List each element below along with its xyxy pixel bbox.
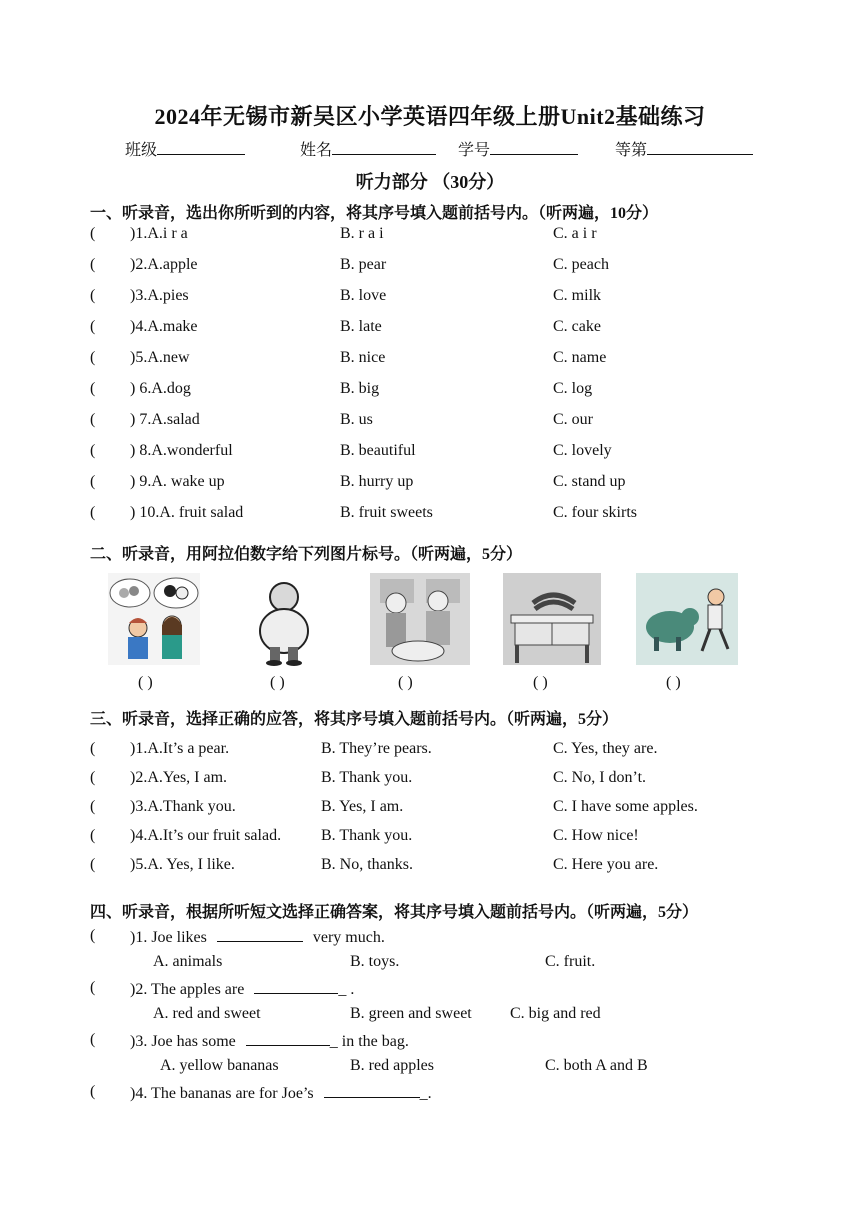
part1-q5-option-a[interactable]: )5.A.new	[130, 349, 190, 366]
s4-q3-option-b[interactable]: B. red apples	[350, 1057, 434, 1074]
number-blank[interactable]	[490, 140, 578, 155]
part1-q6-option-a[interactable]: ) 6.A.dog	[130, 380, 191, 397]
s4-q3-stem	[130, 1031, 409, 1051]
s4-q2-blank[interactable]	[254, 979, 338, 994]
s4-q1-pre: )1. Joe likes	[130, 929, 207, 946]
part3-q5-option-b[interactable]: B. No, thanks.	[321, 856, 413, 873]
part3-q2-option-a[interactable]: )2.A.Yes, I am.	[130, 769, 228, 786]
s4-q2-stem	[130, 979, 354, 999]
part3-q4-answer-paren[interactable]: (	[90, 827, 96, 844]
part1-q9-option-a[interactable]: ) 9.A. wake up	[130, 473, 225, 490]
part1-q1-option-a[interactable]: )1.A.i r a	[130, 225, 188, 242]
part1-q4-option-c[interactable]: C. cake	[553, 318, 601, 335]
part1-q7-option-c[interactable]: C. our	[553, 411, 593, 428]
page-title: 2024年无锡市新吴区小学英语四年级上册Unit2基础练习	[154, 104, 706, 129]
part1-q1-option-b[interactable]: B. r a i	[340, 225, 384, 242]
s4-q1-paren[interactable]: (	[90, 927, 96, 944]
part3-q2-option-b[interactable]: B. Thank you.	[321, 769, 413, 786]
part1-q6-option-c[interactable]: C. log	[553, 380, 593, 397]
s4-q2-option-c[interactable]: C. big and red	[510, 1005, 601, 1022]
part3-q1-option-a[interactable]: )1.A.It’s a pear.	[130, 740, 230, 757]
s4-q3-post: _ in the bag.	[329, 1033, 409, 1050]
class-field[interactable]	[125, 137, 245, 160]
part1-q10-option-a[interactable]: ) 10.A. fruit salad	[130, 504, 244, 521]
picture-kids-thinking-pandas	[108, 573, 200, 665]
s4-q2-paren[interactable]: (	[90, 979, 96, 996]
part1-q7-option-b[interactable]: B. us	[340, 411, 373, 428]
part3-q1-option-c[interactable]: C. Yes, they are.	[553, 740, 658, 757]
s4-q4-stem	[130, 1083, 432, 1103]
number-label: 学号	[458, 142, 491, 159]
part1-q10-option-b[interactable]: B. fruit sweets	[340, 504, 433, 521]
part1-q8-option-b[interactable]: B. beautiful	[340, 442, 416, 459]
part1-q5-option-c[interactable]: C. name	[553, 349, 607, 366]
s4-q1-stem	[130, 927, 385, 947]
part3-q5-answer-paren[interactable]: (	[90, 856, 96, 873]
part1-q8-option-c[interactable]: C. lovely	[553, 442, 612, 459]
part1-q2-option-b[interactable]: B. pear	[340, 256, 387, 273]
part1-q1-option-c[interactable]: C. a i r	[553, 225, 597, 242]
picture-girls-at-table	[370, 573, 470, 665]
part1-q7-option-a[interactable]: ) 7.A.salad	[130, 411, 200, 428]
part1-q4-answer-paren[interactable]: (	[90, 318, 96, 335]
part1-q4-option-b[interactable]: B. late	[340, 318, 382, 335]
part3-q3-option-b[interactable]: B. Yes, I am.	[321, 798, 404, 815]
grade-field[interactable]	[615, 137, 753, 160]
part1-q8-answer-paren[interactable]: (	[90, 442, 96, 459]
part1-q9-option-b[interactable]: B. hurry up	[340, 473, 414, 490]
section-1-heading: 一、听录音，选出你所听到的内容，将其序号填入题前括号内。（听两遍，10分）	[90, 205, 659, 222]
part1-q5-option-b[interactable]: B. nice	[340, 349, 386, 366]
s4-q3-blank[interactable]	[246, 1031, 330, 1046]
part1-q6-answer-paren[interactable]: (	[90, 380, 96, 397]
picture-4-answer[interactable]: ( )	[533, 674, 548, 691]
part3-q1-option-b[interactable]: B. They’re pears.	[321, 740, 432, 757]
name-label: 姓名	[300, 142, 333, 159]
picture-dog-chasing-boy	[636, 573, 738, 665]
section-3-heading: 三、听录音，选择正确的应答，将其序号填入题前括号内。（听两遍，5分）	[90, 711, 619, 728]
part1-q8-option-a[interactable]: ) 8.A.wonderful	[130, 442, 233, 459]
s4-q1-blank[interactable]	[217, 927, 303, 942]
part3-q3-option-c[interactable]: C. I have some apples.	[553, 798, 698, 815]
part1-q9-option-c[interactable]: C. stand up	[553, 473, 626, 490]
s4-q3-pre: )3. Joe has some	[130, 1033, 236, 1050]
part1-q1-answer-paren[interactable]: (	[90, 225, 96, 242]
name-blank[interactable]	[332, 140, 436, 155]
s4-q4-post: _.	[419, 1085, 432, 1102]
name-field[interactable]	[300, 137, 436, 160]
s4-q4-paren[interactable]: (	[90, 1083, 96, 1100]
part3-q4-option-c[interactable]: C. How nice!	[553, 827, 639, 844]
student-number-field[interactable]	[458, 137, 578, 160]
part1-q2-option-c[interactable]: C. peach	[553, 256, 609, 273]
part3-q5-option-a[interactable]: )5.A. Yes, I like.	[130, 856, 235, 873]
part3-q3-option-a[interactable]: )3.A.Thank you.	[130, 798, 236, 815]
class-blank[interactable]	[157, 140, 245, 155]
picture-5-answer[interactable]: ( )	[666, 674, 681, 691]
s4-q3-option-c[interactable]: C. both A and B	[545, 1057, 648, 1074]
part1-q3-answer-paren[interactable]: (	[90, 287, 96, 304]
picture-bananas-on-table	[503, 573, 601, 665]
part1-q5-answer-paren[interactable]: (	[90, 349, 96, 366]
picture-fat-boy	[252, 576, 316, 668]
section-2-heading: 二、听录音，用阿拉伯数字给下列图片标号。（听两遍，5分）	[90, 546, 523, 563]
s4-q2-pre: )2. The apples are	[130, 981, 245, 998]
part3-q4-option-a[interactable]: )4.A.It’s our fruit salad.	[130, 827, 282, 844]
s4-q1-option-b[interactable]: B. toys.	[350, 953, 400, 970]
listening-heading: 听力部分 （30分）	[355, 172, 505, 192]
section-4-heading: 四、听录音，根据所听短文选择正确答案，将其序号填入题前括号内。（听两遍，5分）	[90, 904, 699, 921]
s4-q4-blank[interactable]	[324, 1083, 420, 1098]
part1-q10-answer-paren[interactable]: (	[90, 504, 96, 521]
picture-2-answer[interactable]: ( )	[270, 674, 285, 691]
s4-q2-option-b[interactable]: B. green and sweet	[350, 1005, 472, 1022]
part1-q9-answer-paren[interactable]: (	[90, 473, 96, 490]
grade-label: 等第	[615, 142, 648, 159]
part3-q4-option-b[interactable]: B. Thank you.	[321, 827, 413, 844]
s4-q1-option-a[interactable]: A. animals	[153, 953, 223, 970]
part3-q3-answer-paren[interactable]: (	[90, 798, 96, 815]
part1-q3-option-a[interactable]: )3.A.pies	[130, 287, 189, 304]
part3-q2-answer-paren[interactable]: (	[90, 769, 96, 786]
part3-q1-answer-paren[interactable]: (	[90, 740, 96, 757]
s4-q3-option-a[interactable]: A. yellow bananas	[160, 1057, 279, 1074]
s4-q1-post: very much.	[312, 929, 385, 946]
part1-q4-option-a[interactable]: )4.A.make	[130, 318, 198, 335]
part1-q3-option-c[interactable]: C. milk	[553, 287, 602, 304]
part1-q6-option-b[interactable]: B. big	[340, 380, 380, 397]
picture-1-answer[interactable]: ( )	[138, 674, 153, 691]
part1-q7-answer-paren[interactable]: (	[90, 411, 96, 428]
s4-q4-pre: )4. The bananas are for Joe’s	[130, 1085, 314, 1102]
s4-q1-option-c[interactable]: C. fruit.	[545, 953, 596, 970]
class-label: 班级	[125, 142, 158, 159]
part1-q10-option-c[interactable]: C. four skirts	[553, 504, 637, 521]
picture-3-answer[interactable]: ( )	[398, 674, 413, 691]
part3-q2-option-c[interactable]: C. No, I don’t.	[553, 769, 647, 786]
part1-q3-option-b[interactable]: B. love	[340, 287, 387, 304]
s4-q2-option-a[interactable]: A. red and sweet	[153, 1005, 261, 1022]
s4-q2-post: _ .	[338, 981, 355, 998]
grade-blank[interactable]	[647, 140, 753, 155]
part3-q5-option-c[interactable]: C. Here you are.	[553, 856, 659, 873]
part1-q2-option-a[interactable]: )2.A.apple	[130, 256, 198, 273]
s4-q3-paren[interactable]: (	[90, 1031, 96, 1048]
part1-q2-answer-paren[interactable]: (	[90, 256, 96, 273]
